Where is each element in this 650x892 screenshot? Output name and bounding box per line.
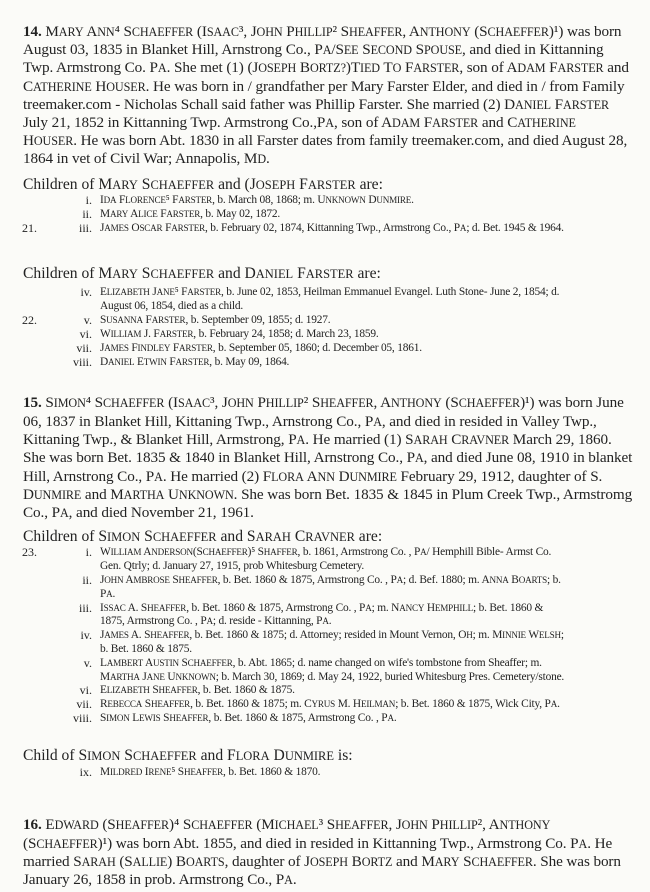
small-caps-run: HEAFFER bbox=[150, 630, 190, 640]
children-heading: Child of SIMON SCHAEFFER and FLORA DUNMIRE is: bbox=[23, 747, 353, 764]
small-caps-run: ILDRED bbox=[109, 767, 143, 777]
child-line: WILLIAM J. FARSTER, b. February 24, 1858; d. March 23, 1859. bbox=[100, 328, 379, 340]
small-caps-run: AMES bbox=[104, 630, 129, 640]
small-caps-run: LORA bbox=[271, 470, 304, 484]
small-caps-run: ARSTER bbox=[171, 223, 205, 233]
roman-numeral: vii. bbox=[76, 341, 92, 355]
small-caps-run: EBECCA bbox=[107, 699, 143, 709]
roman-numeral: v. bbox=[83, 313, 92, 327]
roman-numeral: i. bbox=[85, 545, 92, 559]
small-caps-run: A bbox=[322, 43, 332, 57]
small-caps-run: HEAFFER bbox=[183, 767, 224, 777]
small-caps-run: EWIS bbox=[139, 713, 161, 723]
small-caps-run: A bbox=[420, 547, 427, 557]
small-caps-run: ICHAEL bbox=[274, 818, 319, 832]
entry-line: August 03, 1835 in Blanket Hill, Arnstrong Co., PA/SEE SECOND SPOUSE, and died in Kittanning bbox=[23, 41, 604, 58]
small-caps-run: ARSTER bbox=[563, 98, 610, 112]
child-line: REBECCA SHEAFFER, b. Bet. 1860 & 1875; m. CYRUS M. HEILMAN; b. Bet. 1860 & 1875, Wick City, PA. bbox=[100, 698, 560, 710]
small-caps-run: ORTZ bbox=[361, 855, 393, 869]
small-caps-run: ORTZ? bbox=[309, 61, 346, 75]
small-caps-run: ANIEL bbox=[515, 98, 551, 112]
entry-number: 14. bbox=[23, 23, 42, 40]
child-line: MILDRED IRENE⁵ SHEAFFER, b. Bet. 1860 & 1870. bbox=[100, 766, 321, 778]
small-caps-run: ECOND bbox=[370, 43, 412, 57]
entry-line: Twp. Armstrong Co. PA. She met (1) (JOSEPH BORTZ?)TIED TO FARSTER, son of ADAM FARSTER and bbox=[23, 59, 629, 76]
entry-line: EDWARD (SHEAFFER)⁴ SCHAEFFER (MICHAEL³ SHEAFFER, JOHN PHILLIP², ANTHONY bbox=[45, 816, 551, 833]
small-caps-run: ANE bbox=[156, 287, 175, 297]
small-caps-run: ANE bbox=[146, 672, 165, 682]
small-caps-run: EMPHILL bbox=[434, 603, 473, 613]
generation-number: 21. bbox=[22, 221, 37, 235]
small-caps-run: HEAFFER bbox=[320, 396, 374, 410]
small-caps-run: NTHONY bbox=[419, 25, 471, 39]
small-caps-run: CHAEFFER bbox=[487, 25, 549, 39]
small-caps-run: ARY bbox=[112, 178, 138, 192]
small-caps-run: ARAH bbox=[413, 433, 448, 447]
child-line: ELIZABETH SHEAFFER, b. Bet. 1860 & 1875. bbox=[100, 684, 295, 696]
small-caps-run: OUSER bbox=[106, 80, 146, 94]
small-caps-run: DAM bbox=[392, 116, 421, 130]
small-caps-run: OHN bbox=[256, 25, 283, 39]
small-caps-run: HEAFFER bbox=[150, 699, 191, 709]
entry-line: Co., PA, and died November 21, 1961. bbox=[23, 504, 254, 521]
small-caps-run: O bbox=[392, 61, 402, 75]
small-caps-run: OHN bbox=[227, 396, 254, 410]
small-caps-run: ATHERINE bbox=[33, 80, 92, 94]
small-caps-run: D bbox=[257, 152, 266, 166]
small-caps-run: NDERSON bbox=[151, 547, 193, 557]
small-caps-run: HEAFFER bbox=[158, 685, 198, 695]
small-caps-run: CHAEFFER bbox=[191, 818, 253, 832]
child-line: WILLIAM ANDERSON(SCHAEFFER)⁵ SHAFFER, b. 1861, Armstrong Co. , PA/ Hemphill Bible- Armst Co. bbox=[100, 546, 552, 558]
small-caps-run: A bbox=[387, 713, 394, 723]
small-caps-run: OUSER bbox=[33, 134, 74, 148]
entry-line: January 26, 1858 in prob. Armstrong Co., PA. bbox=[23, 871, 297, 888]
child-line: LAMBERT AUSTIN SCHAEFFER, b. Abt. 1865; d. name changed on wife's tombstone from Sheaffer; m. bbox=[100, 657, 542, 669]
small-caps-run: MBROSE bbox=[133, 575, 170, 585]
small-caps-run: ARY bbox=[109, 209, 129, 219]
small-caps-run: ARAH bbox=[81, 855, 116, 869]
roman-numeral: vi. bbox=[79, 683, 92, 697]
small-caps-run: ILLIAM bbox=[110, 547, 142, 557]
small-caps-run: ARSTER bbox=[159, 329, 194, 339]
small-caps-run: SCAR bbox=[139, 223, 163, 233]
small-caps-run: ARSTER bbox=[432, 116, 479, 130]
generation-number: 23. bbox=[22, 545, 37, 559]
small-caps-run: HAFFER bbox=[263, 547, 298, 557]
entry-line: CATHERINE HOUSER. He was born in / grandfather per Mary Farster Elder, and died in / from Family bbox=[23, 78, 625, 95]
small-caps-run: CHAEFFER bbox=[150, 178, 215, 192]
small-caps-run: A bbox=[550, 699, 558, 709]
small-caps-run: A bbox=[459, 223, 467, 233]
small-caps-run: HEAFFER bbox=[335, 818, 389, 832]
small-caps-run: NKNOWN bbox=[178, 488, 234, 502]
small-caps-run: YRUS bbox=[311, 699, 336, 709]
small-caps-run: IMON bbox=[87, 749, 121, 763]
small-caps-run: CHAEFFER bbox=[471, 855, 533, 869]
small-caps-run: IED bbox=[360, 61, 380, 75]
small-caps-run: NTHONY bbox=[499, 818, 551, 832]
child-line: IDA FLORENCE⁵ FARSTER, b. March 08, 1868; m. UNKNOWN DUNMIRE. bbox=[100, 194, 414, 206]
child-line: MARY ALICE FARSTER, b. May 02, 1872. bbox=[100, 208, 281, 220]
small-caps-run: ANIEL bbox=[108, 357, 135, 367]
small-caps-run: DWARD bbox=[54, 818, 99, 832]
small-caps-run: TWIN bbox=[143, 357, 167, 367]
roman-numeral: i. bbox=[85, 193, 92, 207]
small-caps-run: ARSTER bbox=[178, 195, 213, 205]
roman-numeral: iv. bbox=[80, 628, 92, 642]
small-caps-run: ARSTER bbox=[179, 343, 213, 353]
child-line: Gen. Qtrly; d. January 27, 1915, prob Whitesburg Cemetery. bbox=[100, 560, 365, 572]
small-caps-run: SAAC bbox=[178, 396, 211, 410]
small-caps-run: ARY bbox=[112, 267, 138, 281]
entry-line: HOUSER. He was born Abt. 1830 in all Farster dates from family treemaker.com, and died August 28, bbox=[23, 132, 628, 149]
small-caps-run: ARSTER bbox=[413, 61, 460, 75]
small-caps-run: INDLEY bbox=[137, 343, 171, 353]
roman-numeral: vi. bbox=[79, 327, 92, 341]
small-caps-run: OHN bbox=[401, 818, 428, 832]
small-caps-run: AMES bbox=[104, 343, 129, 353]
child-line: 1875, Armstrong Co. , PA; d. reside - Kittanning, PA. bbox=[100, 615, 332, 627]
small-caps-run: A bbox=[396, 575, 403, 585]
small-caps-run: ARSTER bbox=[305, 267, 354, 281]
small-caps-run: HEAFFER bbox=[169, 713, 209, 723]
small-caps-run: NN bbox=[97, 25, 115, 39]
roman-numeral: v. bbox=[83, 656, 92, 670]
small-caps-run: A bbox=[325, 116, 334, 130]
small-caps-run: IMON bbox=[53, 396, 86, 410]
small-caps-run: ARSTER bbox=[166, 209, 201, 219]
small-caps-run: DA bbox=[103, 195, 117, 205]
small-caps-run: CHAEFFER bbox=[131, 25, 194, 39]
roman-numeral: viii. bbox=[72, 711, 92, 725]
small-caps-run: HILLIP bbox=[439, 818, 478, 832]
small-caps-run: A bbox=[296, 433, 306, 447]
small-caps-run: A bbox=[154, 470, 163, 484]
small-caps-run: ARTHA bbox=[109, 672, 140, 682]
entry-line: July 21, 1852 in Kittanning Twp. Armstrong Co.,PA, son of ADAM FARSTER and CATHERINE bbox=[23, 114, 576, 131]
child-line: PA. bbox=[100, 588, 116, 600]
small-caps-run: ARY bbox=[434, 855, 460, 869]
child-line: ELIZABETH JANE⁵ FARSTER, b. June 02, 1853, Heilman Emmanuel Evangel. Luth Stone- June 2, 1854; d. bbox=[100, 286, 560, 298]
small-caps-run: A bbox=[157, 61, 167, 75]
small-caps-run: CHAEFFER bbox=[36, 837, 98, 851]
small-caps-run: USTIN bbox=[153, 658, 179, 668]
roman-numeral: iii. bbox=[78, 601, 92, 615]
small-caps-run: NNA bbox=[489, 575, 509, 585]
small-caps-run: UNMIRE bbox=[349, 470, 397, 484]
small-caps-run: LIZABETH bbox=[106, 685, 150, 695]
small-caps-run: OSEPH bbox=[255, 178, 296, 192]
child-line: b. Bet. 1860 & 1875. bbox=[100, 643, 192, 655]
child-line: SUSANNA FARSTER, b. September 09, 1855; d. 1927. bbox=[100, 314, 331, 326]
small-caps-run: A bbox=[206, 616, 213, 626]
small-caps-run: ARSTER bbox=[557, 61, 604, 75]
children-heading: Children of SIMON SCHAEFFER and SARAH CRAVNER are: bbox=[23, 528, 383, 545]
small-caps-run: USANNA bbox=[106, 315, 143, 325]
entry-number: 16. bbox=[23, 816, 42, 833]
children-heading: Children of MARY SCHAEFFER and (JOSEPH FARSTER are: bbox=[23, 176, 383, 193]
roman-numeral: iv. bbox=[80, 285, 92, 299]
small-caps-run: HEAFFER bbox=[147, 603, 187, 613]
small-caps-run: CHAEFFER bbox=[152, 530, 217, 544]
entry-line: 1864 in vet of Civil War; Annapolis, MD. bbox=[23, 150, 270, 167]
roman-numeral: ix. bbox=[79, 765, 92, 779]
small-caps-run: LORENCE bbox=[125, 195, 166, 205]
entry-line: SIMON⁴ SCHAEFFER (ISAAC³, JOHN PHILLIP² SHEAFFER, ANTHONY (SCHAEFFER)¹) was born June bbox=[45, 394, 624, 411]
small-caps-run: ATHERINE bbox=[517, 116, 576, 130]
small-caps-run: CHAEFFER bbox=[103, 396, 165, 410]
small-caps-run: RAVNER bbox=[461, 433, 510, 447]
small-caps-run: OHN bbox=[104, 575, 124, 585]
small-caps-run: LIZABETH bbox=[106, 287, 150, 297]
small-caps-run: DAM bbox=[517, 61, 546, 75]
small-caps-run: LORA bbox=[235, 749, 270, 763]
small-caps-run: ALLIE bbox=[132, 855, 168, 869]
small-caps-run: UNMIRE bbox=[284, 749, 334, 763]
small-caps-run: IMON bbox=[106, 713, 130, 723]
small-caps-run: AMBERT bbox=[106, 658, 143, 668]
small-caps-run: H bbox=[466, 630, 473, 640]
small-caps-run: ARSTER bbox=[175, 357, 210, 367]
child-line: JAMES A. SHEAFFER, b. Bet. 1860 & 1875; d. Attorney; resided in Mount Vernon, OH; m. MINNIE WELSH; bbox=[100, 629, 564, 641]
child-line: JAMES FINDLEY FARSTER, b. September 05, 1860; d. December 05, 1861. bbox=[100, 342, 422, 354]
small-caps-run: HILLIP bbox=[294, 25, 333, 39]
small-caps-run: NTHONY bbox=[390, 396, 442, 410]
small-caps-run: A bbox=[106, 589, 113, 599]
small-caps-run: RAVNER bbox=[305, 530, 355, 544]
small-caps-run: CHAEFFER bbox=[458, 396, 521, 410]
small-caps-run: CHAEFFER bbox=[150, 267, 215, 281]
small-caps-run: LICE bbox=[138, 209, 158, 219]
small-caps-run: SAAC bbox=[206, 25, 239, 39]
entry-line: Kittaning Twp., & Blanket Hill, Armstrong, PA. He married (1) SARAH CRAVNER March 29, 1860. bbox=[23, 431, 612, 448]
child-line: MARTHA JANE UNKNOWN; b. March 30, 1869; d. May 24, 1922, buried Whitesburg Pres. Cemetery/stone. bbox=[100, 671, 565, 683]
small-caps-run: HEAFFER bbox=[349, 25, 403, 39]
small-caps-run: ARAH bbox=[255, 530, 291, 544]
entry-line: DUNMIRE and MARTHA UNKNOWN. She was born Bet. 1835 & 1845 in Plum Creek Twp., Armstromg bbox=[23, 486, 633, 503]
small-caps-run: CHAEFFER bbox=[132, 749, 197, 763]
child-line: DANIEL ETWIN FARSTER, b. May 09, 1864. bbox=[100, 356, 290, 368]
child-line: JOHN AMBROSE SHEAFFER, b. Bet. 1860 & 1875, Armstrong Co. , PA; d. Bef. 1880; m. ANNA BOARTS; b. bbox=[100, 574, 561, 586]
small-caps-run: NN bbox=[317, 470, 335, 484]
entry-number: 15. bbox=[23, 394, 42, 411]
small-caps-run: ILLIAM bbox=[110, 329, 142, 339]
small-caps-run: IMON bbox=[107, 530, 141, 544]
small-caps-run: HEAFFER bbox=[115, 818, 170, 832]
small-caps-run: ARY bbox=[58, 25, 84, 39]
small-caps-run: AMES bbox=[104, 223, 129, 233]
roman-numeral: ii. bbox=[82, 573, 92, 587]
children-heading: Children of MARY SCHAEFFER and DANIEL FARSTER are: bbox=[23, 265, 381, 282]
small-caps-run: HEAFFER bbox=[178, 575, 218, 585]
small-caps-run: ARSTER bbox=[187, 287, 222, 297]
child-line: JAMES OSCAR FARSTER, b. February 02, 1874, Kittanning Twp., Armstrong Co., PA; d. Bet. 1945 & 1964. bbox=[100, 222, 564, 234]
small-caps-run: ANCY bbox=[399, 603, 425, 613]
small-caps-run: HILLIP bbox=[265, 396, 304, 410]
small-caps-run: A bbox=[578, 837, 588, 851]
small-caps-run: OSEPH bbox=[258, 61, 297, 75]
small-caps-run: UNMIRE bbox=[376, 195, 412, 205]
small-caps-run: ANIEL bbox=[255, 267, 294, 281]
entry-line: married SARAH (SALLIE) BOARTS, daughter of JOSEPH BORTZ and MARY SCHAEFFER. She was born bbox=[23, 853, 621, 870]
small-caps-run: SSAC bbox=[103, 603, 126, 613]
small-caps-run: A bbox=[373, 415, 382, 429]
small-caps-run: RENE bbox=[148, 767, 172, 777]
small-caps-run: NKNOWN bbox=[175, 672, 216, 682]
child-line: ISSAC A. SHEAFFER, b. Bet. 1860 & 1875, Armstrong Co. , PA; m. NANCY HEMPHILL; b. Bet. 1860 & bbox=[100, 602, 544, 614]
entry-line: MARY ANN⁴ SCHAEFFER (ISAAC³, JOHN PHILLIP² SHEAFFER, ANTHONY (SCHAEFFER)¹) was born bbox=[45, 23, 622, 40]
small-caps-run: UNMIRE bbox=[33, 488, 82, 502]
small-caps-run: EE bbox=[343, 43, 359, 57]
small-caps-run: CHAEFFER bbox=[187, 658, 233, 668]
small-caps-run: A bbox=[414, 451, 424, 465]
child-line: August 06, 1854, died as a child. bbox=[100, 300, 244, 312]
small-caps-run: CHAEFFER bbox=[202, 547, 248, 557]
small-caps-run: ARTHA bbox=[123, 488, 165, 502]
small-caps-run: INNIE bbox=[502, 630, 526, 640]
roman-numeral: viii. bbox=[72, 355, 92, 369]
small-caps-run: OARTS bbox=[185, 855, 225, 869]
small-caps-run: EILMAN bbox=[360, 699, 396, 709]
entry-line: (SCHAEFFER)¹) was born Abt. 1855, and died in resided in Kittanning Twp., Armstrong Co. PA. He bbox=[23, 835, 613, 852]
entry-line: She was born Bet. 1835 & 1840 in Blanket Hill, Arnstrong Co., PA, and died June 08, 1910 in blanket bbox=[23, 449, 633, 466]
small-caps-run: A bbox=[59, 506, 69, 520]
small-caps-run: POUSE bbox=[423, 43, 462, 57]
small-caps-run: ARSTER bbox=[307, 178, 356, 192]
child-line: SIMON LEWIS SHEAFFER, b. Bet. 1860 & 1875, Armstrong Co. , PA. bbox=[100, 712, 397, 724]
roman-numeral: iii. bbox=[78, 221, 92, 235]
small-caps-run: A bbox=[365, 603, 372, 613]
small-caps-run: A bbox=[284, 873, 293, 887]
small-caps-run: ELSH bbox=[538, 630, 561, 640]
entry-line: 06, 1837 in Blanket Hill, Kittaning Twp., Arnstrong Co., PA, and died in resided in Valley Twp., bbox=[23, 413, 597, 430]
roman-numeral: vii. bbox=[76, 697, 92, 711]
generation-number: 22. bbox=[22, 313, 37, 327]
small-caps-run: ARSTER bbox=[151, 315, 186, 325]
entry-line: Hill, Arnstrong Co., PA. He married (2) FLORA ANN DUNMIRE February 29, 1912, daughter of S. bbox=[23, 468, 603, 485]
roman-numeral: ii. bbox=[82, 207, 92, 221]
small-caps-run: A bbox=[322, 616, 329, 626]
small-caps-run: OARTS bbox=[518, 575, 548, 585]
entry-line: treemaker.com - Nicholas Schall said father was Phillip Farster. She married (2) DANIEL FARSTER bbox=[23, 96, 610, 113]
small-caps-run: OSEPH bbox=[309, 855, 348, 869]
small-caps-run: NKNOWN bbox=[325, 195, 366, 205]
